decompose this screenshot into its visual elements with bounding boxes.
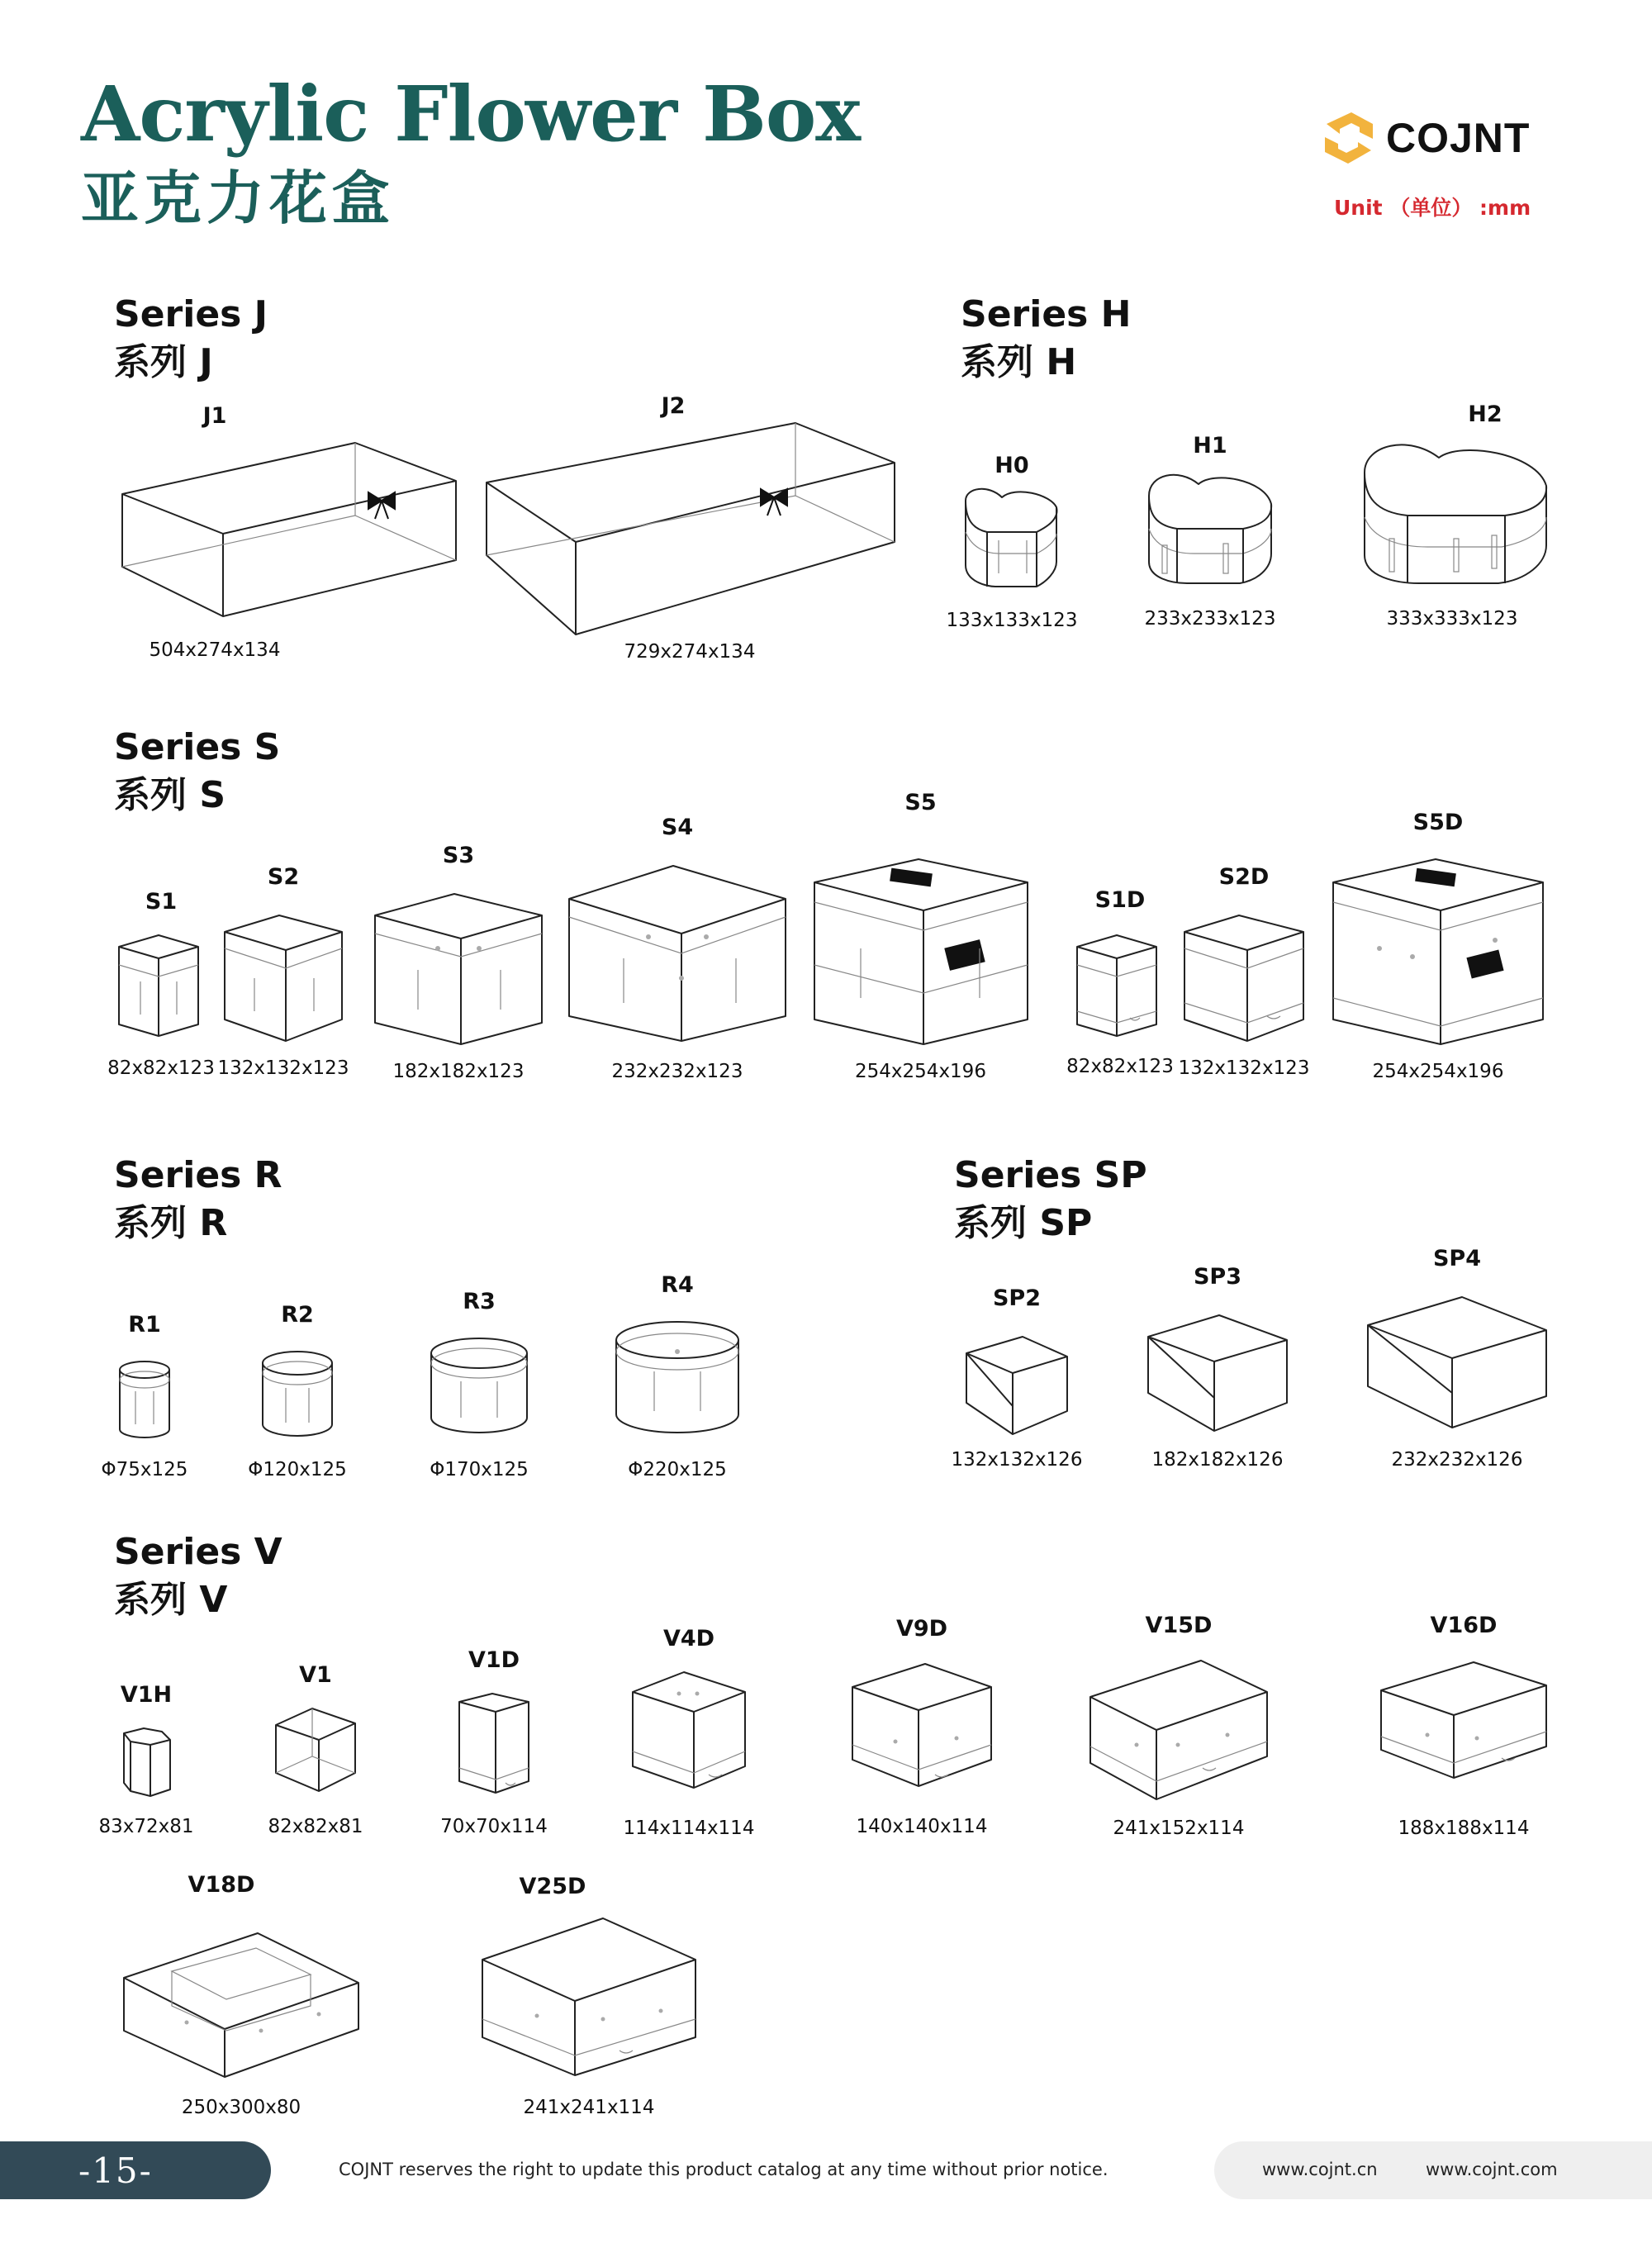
cylinder-drawing xyxy=(116,1358,173,1441)
box-drawing xyxy=(1087,1656,1270,1804)
series-v-title: Series V 系列 V xyxy=(114,1531,282,1621)
unit-label: Unit （单位） :mm xyxy=(1334,196,1531,220)
cylinder-drawing xyxy=(613,1319,742,1439)
product-name: SP2 xyxy=(992,1285,1042,1311)
product-dim: 254x254x196 xyxy=(855,1061,986,1082)
box-drawing xyxy=(116,932,206,1039)
product-dim: 233x233x123 xyxy=(1144,608,1276,630)
product-dim: 82x82x81 xyxy=(268,1816,363,1837)
box-drawing xyxy=(221,912,345,1044)
product-dim: 132x132x123 xyxy=(217,1057,349,1079)
product-name: H0 xyxy=(995,453,1029,478)
cylinder-drawing xyxy=(428,1335,530,1439)
box-drawing xyxy=(849,1659,995,1791)
box-drawing xyxy=(483,418,896,641)
brand-name: COJNT xyxy=(1386,115,1531,161)
product-dim: 82x82x123 xyxy=(1066,1056,1174,1077)
series-s-title: Series S 系列 S xyxy=(114,726,281,816)
product-name: SP4 xyxy=(1432,1246,1482,1271)
slant-box-drawing xyxy=(1365,1292,1550,1433)
website-link-cn[interactable]: www.cojnt.cn xyxy=(1262,2160,1378,2179)
product-dim: 140x140x114 xyxy=(856,1816,988,1837)
product-name: V1 xyxy=(299,1662,332,1688)
product-dim: 188x188x114 xyxy=(1398,1818,1530,1839)
product-name: H1 xyxy=(1193,433,1227,459)
product-dim: 241x241x114 xyxy=(523,2097,655,2118)
page-title: Acrylic Flower Box xyxy=(81,69,861,159)
product-name: V1D xyxy=(468,1647,520,1673)
product-name: V1H xyxy=(120,1682,173,1708)
box-drawing xyxy=(479,1913,699,2079)
box-drawing xyxy=(121,1915,362,2080)
slant-box-drawing xyxy=(1145,1310,1290,1434)
product-name: V9D xyxy=(895,1616,948,1642)
product-name: S5 xyxy=(904,790,937,815)
product-name: S4 xyxy=(661,815,694,840)
product-dim: 232x232x126 xyxy=(1391,1449,1523,1471)
series-sp-title: Series SP 系列 SP xyxy=(954,1154,1147,1244)
product-dim: 504x274x134 xyxy=(149,639,281,661)
product-dim: Φ220x125 xyxy=(628,1459,727,1480)
product-name: SP3 xyxy=(1193,1264,1242,1290)
product-name: V25D xyxy=(519,1874,586,1899)
page-number: -15- xyxy=(78,2150,153,2191)
product-dim: Φ75x125 xyxy=(101,1459,188,1480)
box-drawing xyxy=(116,428,463,618)
box-drawing xyxy=(273,1705,358,1796)
product-name: S5D xyxy=(1412,810,1464,835)
box-drawing xyxy=(372,891,545,1048)
product-name: S1 xyxy=(145,889,178,915)
product-dim: 70x70x114 xyxy=(440,1816,548,1837)
product-dim: 250x300x80 xyxy=(181,2097,301,2118)
box-drawing xyxy=(1181,912,1307,1044)
box-drawing xyxy=(1330,858,1546,1048)
product-name: J2 xyxy=(661,393,686,419)
product-dim: 232x232x123 xyxy=(611,1061,743,1082)
box-drawing xyxy=(1378,1656,1550,1788)
series-r-title: Series R 系列 R xyxy=(114,1154,282,1244)
product-name: V18D xyxy=(188,1872,255,1898)
product-name: S3 xyxy=(442,843,475,868)
heart-box-drawing xyxy=(1144,463,1276,595)
product-dim: 729x274x134 xyxy=(624,641,756,663)
box-drawing xyxy=(566,863,789,1044)
slant-box-drawing xyxy=(963,1332,1070,1439)
footer-notice: COJNT reserves the right to update this product catalog at any time without prior notice. xyxy=(339,2160,1108,2179)
product-name: S2D xyxy=(1218,864,1270,890)
product-name: V4D xyxy=(662,1626,715,1651)
product-name: J1 xyxy=(202,403,227,429)
product-name: R4 xyxy=(661,1272,694,1298)
product-name: V16D xyxy=(1430,1613,1498,1638)
box-drawing xyxy=(811,858,1030,1048)
series-h-title: Series H 系列 H xyxy=(961,293,1132,383)
box-drawing xyxy=(456,1690,532,1798)
product-name: R2 xyxy=(281,1302,314,1328)
product-dim: 82x82x123 xyxy=(107,1057,215,1079)
hex-box-drawing xyxy=(116,1725,177,1799)
footer xyxy=(0,2141,1652,2199)
product-name: V15D xyxy=(1145,1613,1213,1638)
product-name: S2 xyxy=(267,864,300,890)
page-title-zh: 亚克力花盒 xyxy=(81,164,395,232)
box-drawing xyxy=(1074,932,1166,1039)
product-name: H2 xyxy=(1468,402,1502,427)
brand-logo xyxy=(1320,106,1535,172)
product-dim: 132x132x123 xyxy=(1178,1057,1310,1079)
box-drawing xyxy=(629,1669,748,1793)
series-j-title: Series J 系列 J xyxy=(114,293,268,383)
product-dim: 132x132x126 xyxy=(951,1449,1083,1471)
product-dim: 114x114x114 xyxy=(623,1818,755,1839)
website-link-com[interactable]: www.cojnt.com xyxy=(1426,2160,1558,2179)
product-dim: 254x254x196 xyxy=(1372,1061,1504,1082)
brand-mark-icon xyxy=(1320,109,1378,167)
product-dim: 133x133x123 xyxy=(946,610,1078,631)
product-dim: 333x333x123 xyxy=(1386,608,1518,630)
product-name: S1D xyxy=(1094,887,1146,913)
product-name: R3 xyxy=(463,1289,496,1314)
product-dim: 182x182x123 xyxy=(392,1061,525,1082)
product-dim: Φ170x125 xyxy=(430,1459,529,1480)
product-name: R1 xyxy=(128,1312,161,1338)
heart-box-drawing xyxy=(954,482,1070,590)
product-dim: 182x182x126 xyxy=(1151,1449,1284,1471)
heart-box-drawing xyxy=(1353,431,1551,596)
product-dim: 83x72x81 xyxy=(98,1816,194,1837)
product-dim: 241x152x114 xyxy=(1113,1818,1245,1839)
cylinder-drawing xyxy=(258,1348,337,1439)
product-dim: Φ120x125 xyxy=(248,1459,347,1480)
